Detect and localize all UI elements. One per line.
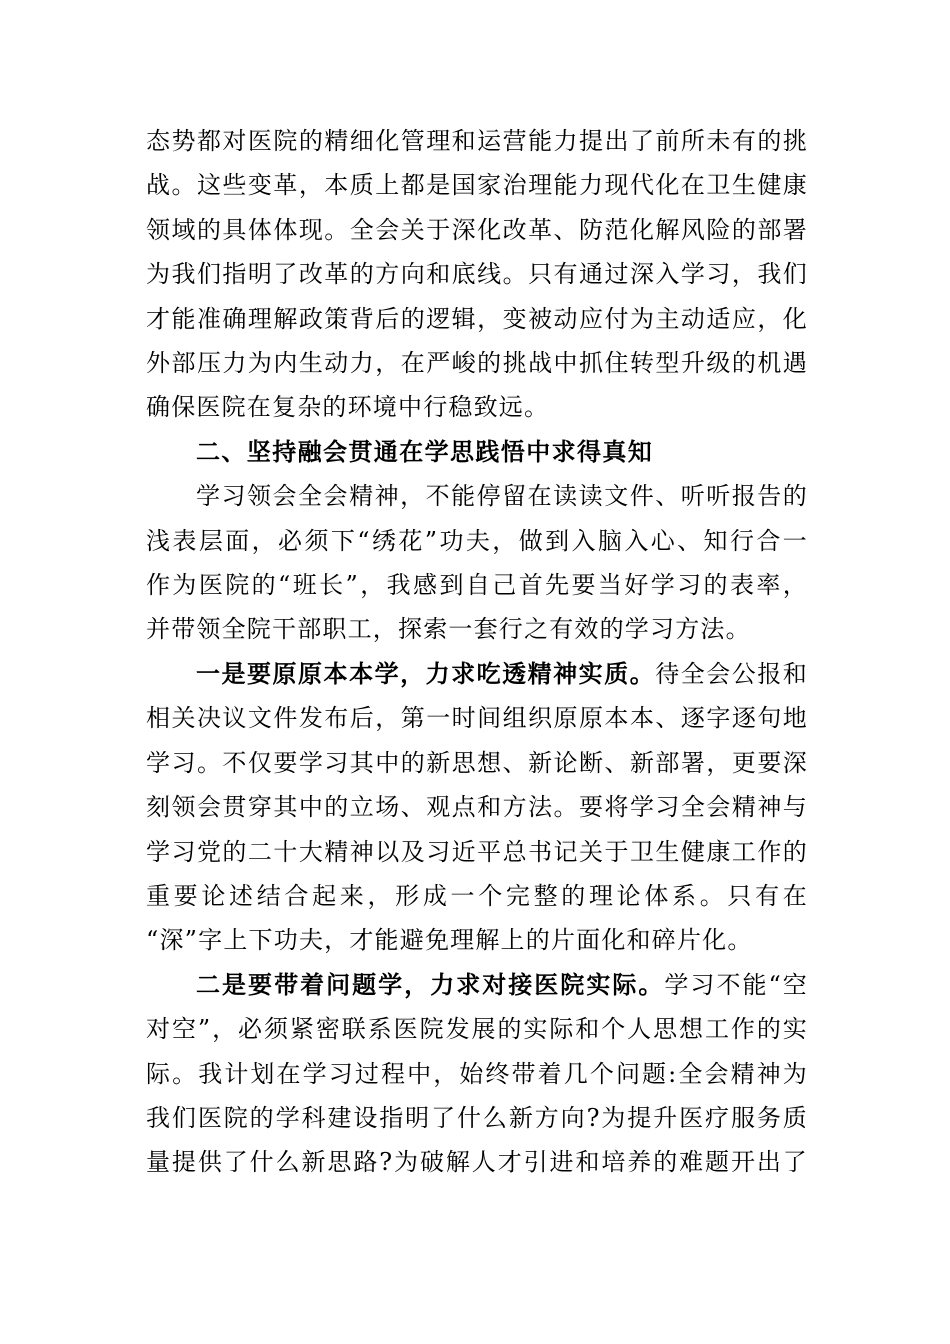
text-line: 对空”，必须紧密联系医院发展的实际和个人思想工作的实 [146, 1015, 808, 1044]
text-line: 际。我计划在学习过程中，始终带着几个问题:全会精神为 [146, 1059, 808, 1088]
text-line: 外部压力为内生动力，在严峻的挑战中抓住转型升级的机遇 [146, 349, 808, 378]
text-line: “深”字上下功夫，才能避免理解上的片面化和碎片化。 [146, 926, 753, 955]
text-line: 浅表层面，必须下“绣花”功夫，做到入脑入心、知行合一 [146, 526, 808, 555]
paragraph-3 [146, 652, 808, 963]
text-line: 才能准确理解政策背后的逻辑，变被动应付为主动适应，化 [146, 304, 808, 333]
paragraph-lead: 一是要原原本本学，力求吃透精神实质。 [196, 659, 656, 688]
text-line: 态势都对医院的精细化管理和运营能力提出了前所未有的挑 [146, 127, 808, 155]
text-line: 并带领全院干部职工，探索一套行之有效的学习方法。 [146, 615, 751, 644]
section-heading: 二、坚持融会贯通在学思践悟中求得真知 [196, 437, 654, 466]
text-line: 学习党的二十大精神以及习近平总书记关于卫生健康工作的 [146, 837, 808, 866]
paragraph-1 [146, 119, 808, 430]
text-line: 确保医院在复杂的环境中行稳致远。 [146, 393, 550, 422]
text-line: 量提供了什么新思路?为破解人才引进和培养的难题开出了 [146, 1148, 808, 1177]
paragraph-2 [146, 474, 808, 652]
paragraph-text: 待全会公报和 [655, 659, 808, 688]
paragraph-4 [146, 963, 808, 1185]
text-line: 相关决议文件发布后，第一时间组织原原本本、逐字逐句地 [146, 704, 808, 733]
text-line: 为我们指明了改革的方向和底线。只有通过深入学习，我们 [146, 260, 808, 289]
paragraph-lead: 二是要带着问题学，力求对接医院实际。 [196, 970, 665, 999]
text-line: 学习。不仅要学习其中的新思想、新论断、新部署，更要深 [146, 748, 808, 777]
document-page [146, 119, 808, 1185]
text-line: 我们医院的学科建设指明了什么新方向?为提升医疗服务质 [146, 1103, 808, 1132]
paragraph-text: 学习不能“空 [664, 970, 808, 999]
text-line: 作为医院的“班长”，我感到自己首先要当好学习的表率， [146, 571, 808, 600]
text-line: 重要论述结合起来，形成一个完整的理论体系。只有在 [146, 881, 808, 910]
text-line-first [146, 963, 808, 1007]
text-line: 刻领会贯穿其中的立场、观点和方法。要将学习全会精神与 [146, 793, 808, 822]
text-line: 领域的具体体现。全会关于深化改革、防范化解风险的部署 [146, 215, 808, 244]
text-line-first [146, 652, 808, 696]
text-line: 学习领会全会精神，不能停留在读读文件、听听报告的 [196, 482, 808, 511]
text-line: 战。这些变革，本质上都是国家治理能力现代化在卫生健康 [146, 171, 808, 200]
